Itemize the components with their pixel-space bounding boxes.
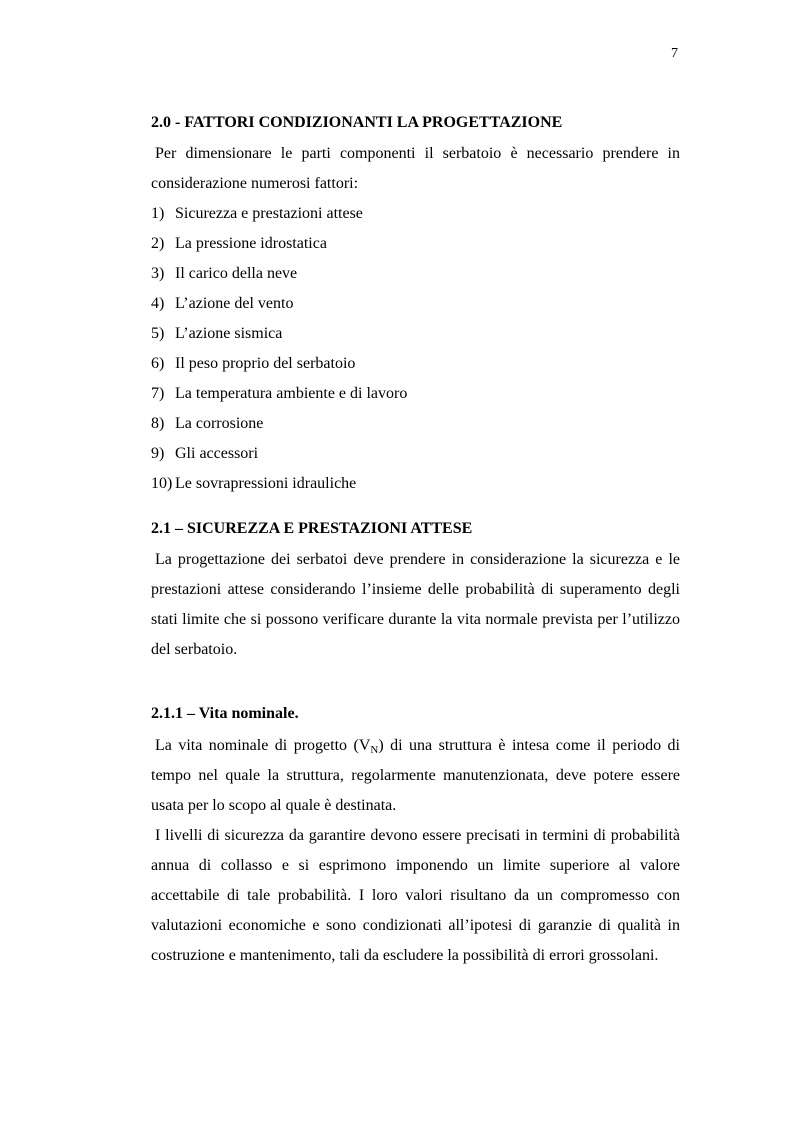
section-heading-2-1-1: 2.1.1 – Vita nominale. (151, 705, 299, 722)
list-item-number: 9) (151, 445, 165, 462)
list-item-number: 10) (151, 475, 173, 492)
list-item-text: L’azione sismica (175, 325, 283, 342)
list-item-number: 1) (151, 205, 165, 222)
list-item-text: La corrosione (175, 415, 264, 432)
page-content (151, 113, 680, 971)
list-item-text: L’azione del vento (175, 295, 294, 312)
list-item (151, 229, 680, 259)
list-item (151, 379, 680, 409)
paragraph-text: La vita nominale di progetto (V (155, 737, 371, 754)
list-item-text: Sicurezza e prestazioni attese (175, 205, 363, 222)
section-2-1-body: La progettazione dei serbatoi deve prendere in considerazione la sicurezza e le prestazioni attese considerando l’insieme delle probabilità di superamento degli stati limite che si possono verificare durante la vita normale prevista per l’utilizzo del serbatoio. (151, 551, 680, 658)
list-item-text: Il carico della neve (175, 265, 298, 282)
list-item-number: 3) (151, 265, 165, 282)
section-2-1-1-paragraph-1 (151, 731, 680, 821)
list-item (151, 469, 680, 499)
section-heading-2-0: 2.0 - FATTORI CONDIZIONANTI LA PROGETTAZIONE (151, 114, 563, 131)
list-item-text: La pressione idrostatica (175, 235, 327, 252)
list-item (151, 199, 680, 229)
list-item-number: 6) (151, 355, 165, 372)
list-item-number: 7) (151, 385, 165, 402)
list-item-number: 4) (151, 295, 165, 312)
list-item-text: Gli accessori (175, 445, 259, 462)
list-item (151, 349, 680, 379)
list-item-text: Il peso proprio del serbatoio (175, 355, 356, 372)
list-item-number: 5) (151, 325, 165, 342)
paragraph-text: ) di una struttura è intesa come il periodo di tempo nel quale la struttura, regolarmente manutenzionata, deve potere essere usata per lo scopo al quale è destinata. (151, 737, 680, 814)
list-item-number: 8) (151, 415, 165, 432)
list-item (151, 319, 680, 349)
list-item (151, 409, 680, 439)
list-item-text: Le sovrapressioni idrauliche (175, 475, 357, 492)
list-item (151, 289, 680, 319)
list-item (151, 439, 680, 469)
factors-list (151, 199, 680, 499)
section-2-0-intro: Per dimensionare le parti componenti il serbatoio è necessario prendere in considerazione numerosi fattori: (151, 145, 680, 192)
list-item-text: La temperatura ambiente e di lavoro (175, 385, 408, 402)
section-heading-2-1: 2.1 – SICUREZZA E PRESTAZIONI ATTESE (151, 520, 473, 537)
section-2-1-1-paragraph-2: I livelli di sicurezza da garantire devono essere precisati in termini di probabilità annua di collasso e si esprimono imponendo un limite superiore al valore accettabile di tale probabilità. I loro valori risultano da un compromesso con valutazioni economiche e sono condizionati all’ipotesi di garanzie di qualità in costruzione e mantenimento, tali da escludere la possibilità di errori grossolani. (151, 827, 680, 964)
list-item (151, 259, 680, 289)
page-number: 7 (671, 46, 678, 61)
list-item-number: 2) (151, 235, 165, 252)
subscript-text: N (370, 744, 379, 756)
